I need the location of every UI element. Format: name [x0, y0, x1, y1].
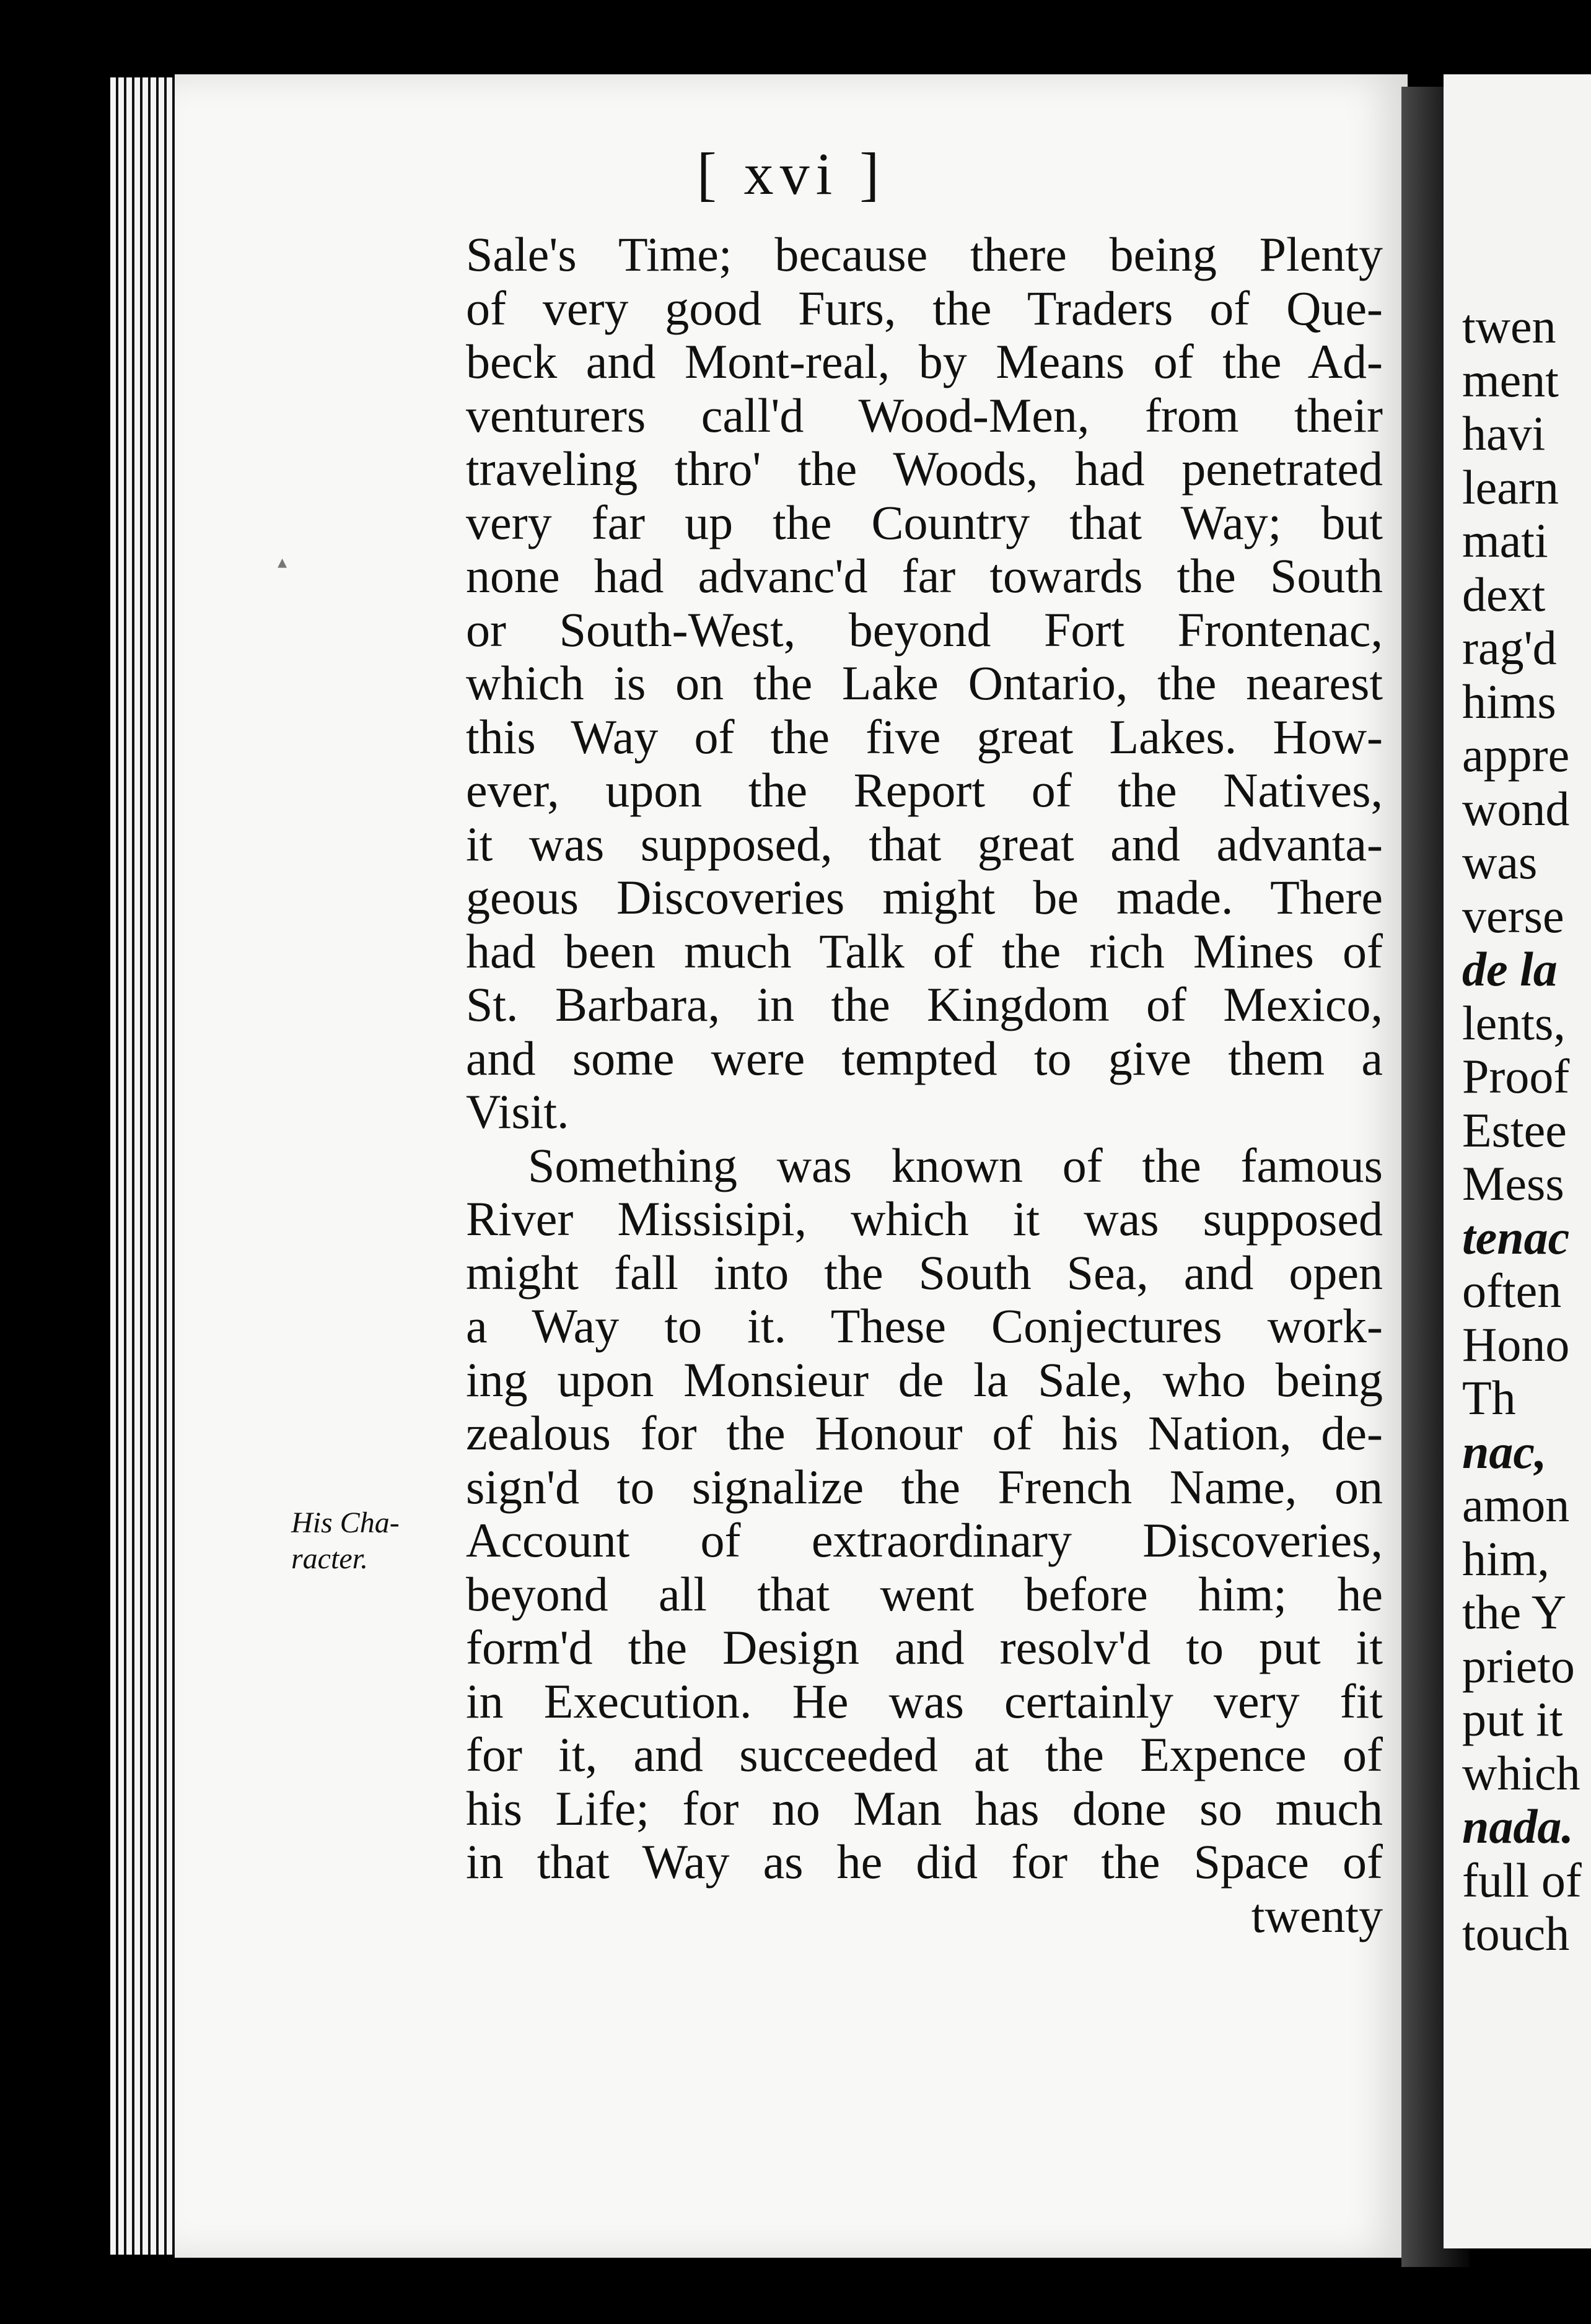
text-line: River Missisipi, which it was supposed — [466, 1192, 1383, 1246]
facing-text-line: the Y — [1462, 1585, 1567, 1639]
body-text — [466, 228, 1383, 1942]
facing-text-line: full of — [1462, 1853, 1582, 1907]
facing-text-line: wond — [1462, 781, 1570, 836]
text-line: St. Barbara, in the Kingdom of Mexico, — [466, 977, 1383, 1031]
facing-text-line: verse — [1462, 888, 1564, 943]
stray-mark: ▴ — [278, 552, 287, 572]
facing-text-line: Estee — [1462, 1103, 1567, 1157]
text-line: none had advanc'd far towards the South — [466, 549, 1383, 603]
page-running-head: [ xvi ] — [696, 141, 886, 207]
facing-text-line: tenac — [1462, 1210, 1570, 1264]
text-line: Visit. — [466, 1085, 569, 1138]
text-line: Something was known of the famous — [528, 1138, 1383, 1192]
facing-text-line: amon — [1462, 1478, 1570, 1532]
text-line: in Execution. He was certainly very fit — [466, 1674, 1383, 1728]
text-line: which is on the Lake Ontario, the nearest — [466, 656, 1383, 710]
facing-text-line: learn — [1462, 460, 1559, 514]
text-line: might fall into the South Sea, and open — [466, 1245, 1383, 1300]
text-line: zealous for the Honour of his Nation, de- — [466, 1406, 1383, 1460]
facing-text-line: prieto — [1462, 1638, 1575, 1693]
facing-text-line: nac, — [1462, 1424, 1547, 1479]
facing-text-line: Th — [1462, 1371, 1516, 1425]
text-line: beyond all that went before him; he — [466, 1566, 1383, 1621]
facing-text-line: de la — [1462, 942, 1558, 996]
facing-text-line: hims — [1462, 674, 1556, 728]
facing-text-line: was — [1462, 835, 1538, 889]
text-line: his Life; for no Man has done so much — [466, 1781, 1383, 1835]
facing-text-line: dext — [1462, 567, 1546, 621]
facing-text-line: often — [1462, 1264, 1562, 1317]
margin-note-line: racter. — [291, 1542, 368, 1575]
text-line: sign'd to signalize the French Name, on — [466, 1459, 1383, 1514]
facing-text-line: appre — [1462, 728, 1570, 782]
text-line: this Way of the five great Lakes. How- — [466, 709, 1383, 764]
text-line: geous Discoveries might be made. There — [466, 870, 1383, 924]
facing-text-line: Mess — [1462, 1156, 1564, 1210]
text-line: a Way to it. These Conjectures work- — [466, 1299, 1383, 1353]
text-line: ever, upon the Report of the Natives, — [466, 763, 1383, 817]
facing-text-line: Proof — [1462, 1049, 1570, 1103]
facing-text-line: mati — [1462, 513, 1548, 567]
show-through-text — [322, 434, 331, 476]
text-line: twenty — [1251, 1888, 1383, 1942]
facing-text-line: rag'd — [1462, 621, 1557, 675]
text-line: ing upon Monsieur de la Sale, who being — [466, 1352, 1383, 1407]
text-line: for it, and succeeded at the Expence of — [466, 1728, 1383, 1781]
text-line: of very good Furs, the Traders of Que- — [466, 281, 1383, 335]
facing-text-line: lents, — [1462, 995, 1566, 1050]
facing-text-line: havi — [1462, 406, 1546, 460]
text-line: in that Way as he did for the Space of — [466, 1835, 1383, 1889]
facing-text-line: twen — [1462, 299, 1556, 353]
facing-text-line: ment — [1462, 352, 1559, 407]
margin-note — [291, 1505, 421, 1577]
text-line: Sale's Time; because there being Plenty — [466, 227, 1383, 281]
text-line: and some were tempted to give them a — [466, 1031, 1383, 1085]
facing-text-line: nada. — [1462, 1799, 1574, 1853]
text-line: it was supposed, that great and advanta- — [466, 816, 1383, 871]
facing-page — [1444, 74, 1591, 2248]
text-line: had been much Talk of the rich Mines of — [466, 924, 1383, 978]
facing-page-text — [1462, 277, 1591, 1961]
text-line: Account of extraordinary Discoveries, — [466, 1513, 1383, 1567]
facing-text-line: put it — [1462, 1692, 1563, 1746]
text-line: or South-West, beyond Fort Frontenac, — [466, 602, 1383, 657]
facing-text-line: Hono — [1462, 1317, 1570, 1371]
text-line: traveling thro' the Woods, had penetrated — [466, 442, 1383, 496]
text-line: very far up the Country that Way; but — [466, 495, 1383, 549]
facing-text-line: him, — [1462, 1531, 1549, 1586]
text-line: form'd the Design and resolv'd to put it — [466, 1620, 1383, 1674]
text-line: beck and Mont-real, by Means of the Ad- — [466, 334, 1383, 388]
margin-note-line: His Cha- — [291, 1506, 400, 1539]
text-line: venturers call'd Wood-Men, from their — [466, 388, 1383, 442]
facing-text-line: which — [1462, 1745, 1580, 1800]
facing-text-line: touch — [1462, 1907, 1570, 1960]
